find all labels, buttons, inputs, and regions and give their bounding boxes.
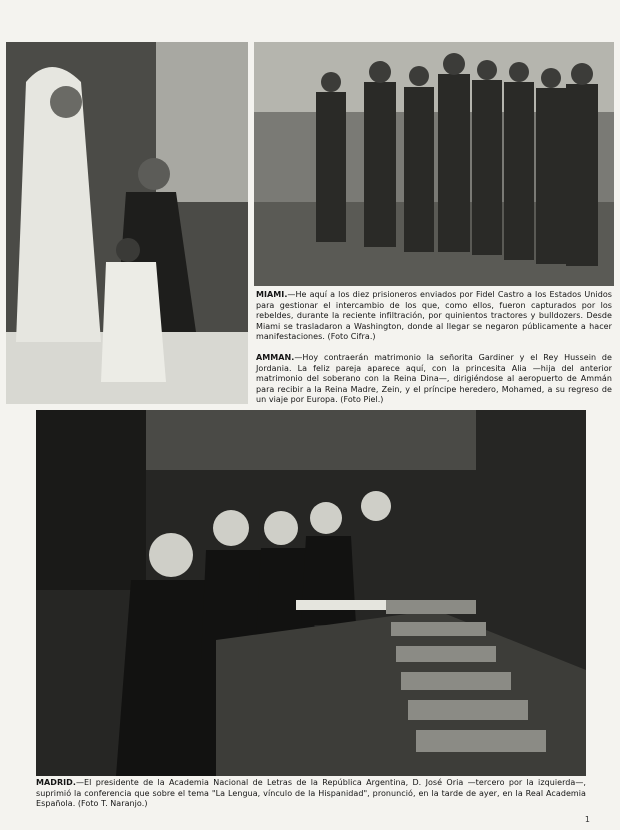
page-number: 1 bbox=[584, 815, 590, 824]
photo-royal-couple-image bbox=[6, 42, 248, 404]
photo-royal-couple bbox=[6, 42, 248, 404]
caption-miami-city: MIAMI. bbox=[256, 290, 288, 299]
caption-miami bbox=[256, 290, 612, 343]
caption-madrid-city: MADRID. bbox=[36, 778, 76, 787]
caption-amman bbox=[256, 353, 612, 406]
photo-academy-session bbox=[36, 410, 586, 776]
caption-miami-text: —He aquí a los diez prisioneros enviados por Fidel Castro a los Estados Unidos para gestionar el intercambio de los que, como ellos, fueron capturados por los rebeldes, durante la reciente infiltración, por quinientos tractores y bulldozers. Desde Miami se trasladaron a Washington, donde al llegar se negaron públicamente a hacer manifestaciones. (Foto Cifra.) bbox=[256, 290, 612, 342]
caption-madrid-text: —El presidente de la Academia Nacional de Letras de la República Argentina, D. José Oria —tercero por la izquierda—, suprimió la conferencia que sobre el tema "La Lengua, vínculo de la Hispanidad", pronunció, en la tarde de ayer, en la Real Academia Española. (Foto T. Naranjo.) bbox=[36, 778, 586, 809]
caption-amman-city: AMMAN. bbox=[256, 353, 295, 362]
photo-prisoners-image bbox=[254, 42, 614, 286]
caption-madrid bbox=[36, 778, 586, 810]
photo-academy-session-image bbox=[36, 410, 586, 776]
photo-prisoners bbox=[254, 42, 614, 286]
caption-amman-text: —Hoy contraerán matrimonio la señorita Gardiner y el Rey Hussein de Jordania. La feliz pareja aparece aquí, con la princesita Alia —hija del anterior matrimonio del soberano con la Reina Dina—, dirigiéndose al aeropuerto de Ammán para recibir a la Reina Madre, Zein, y el príncipe heredero, Mohamed, a su regreso de un viaje por Europa. (Foto Piel.) bbox=[256, 353, 612, 405]
